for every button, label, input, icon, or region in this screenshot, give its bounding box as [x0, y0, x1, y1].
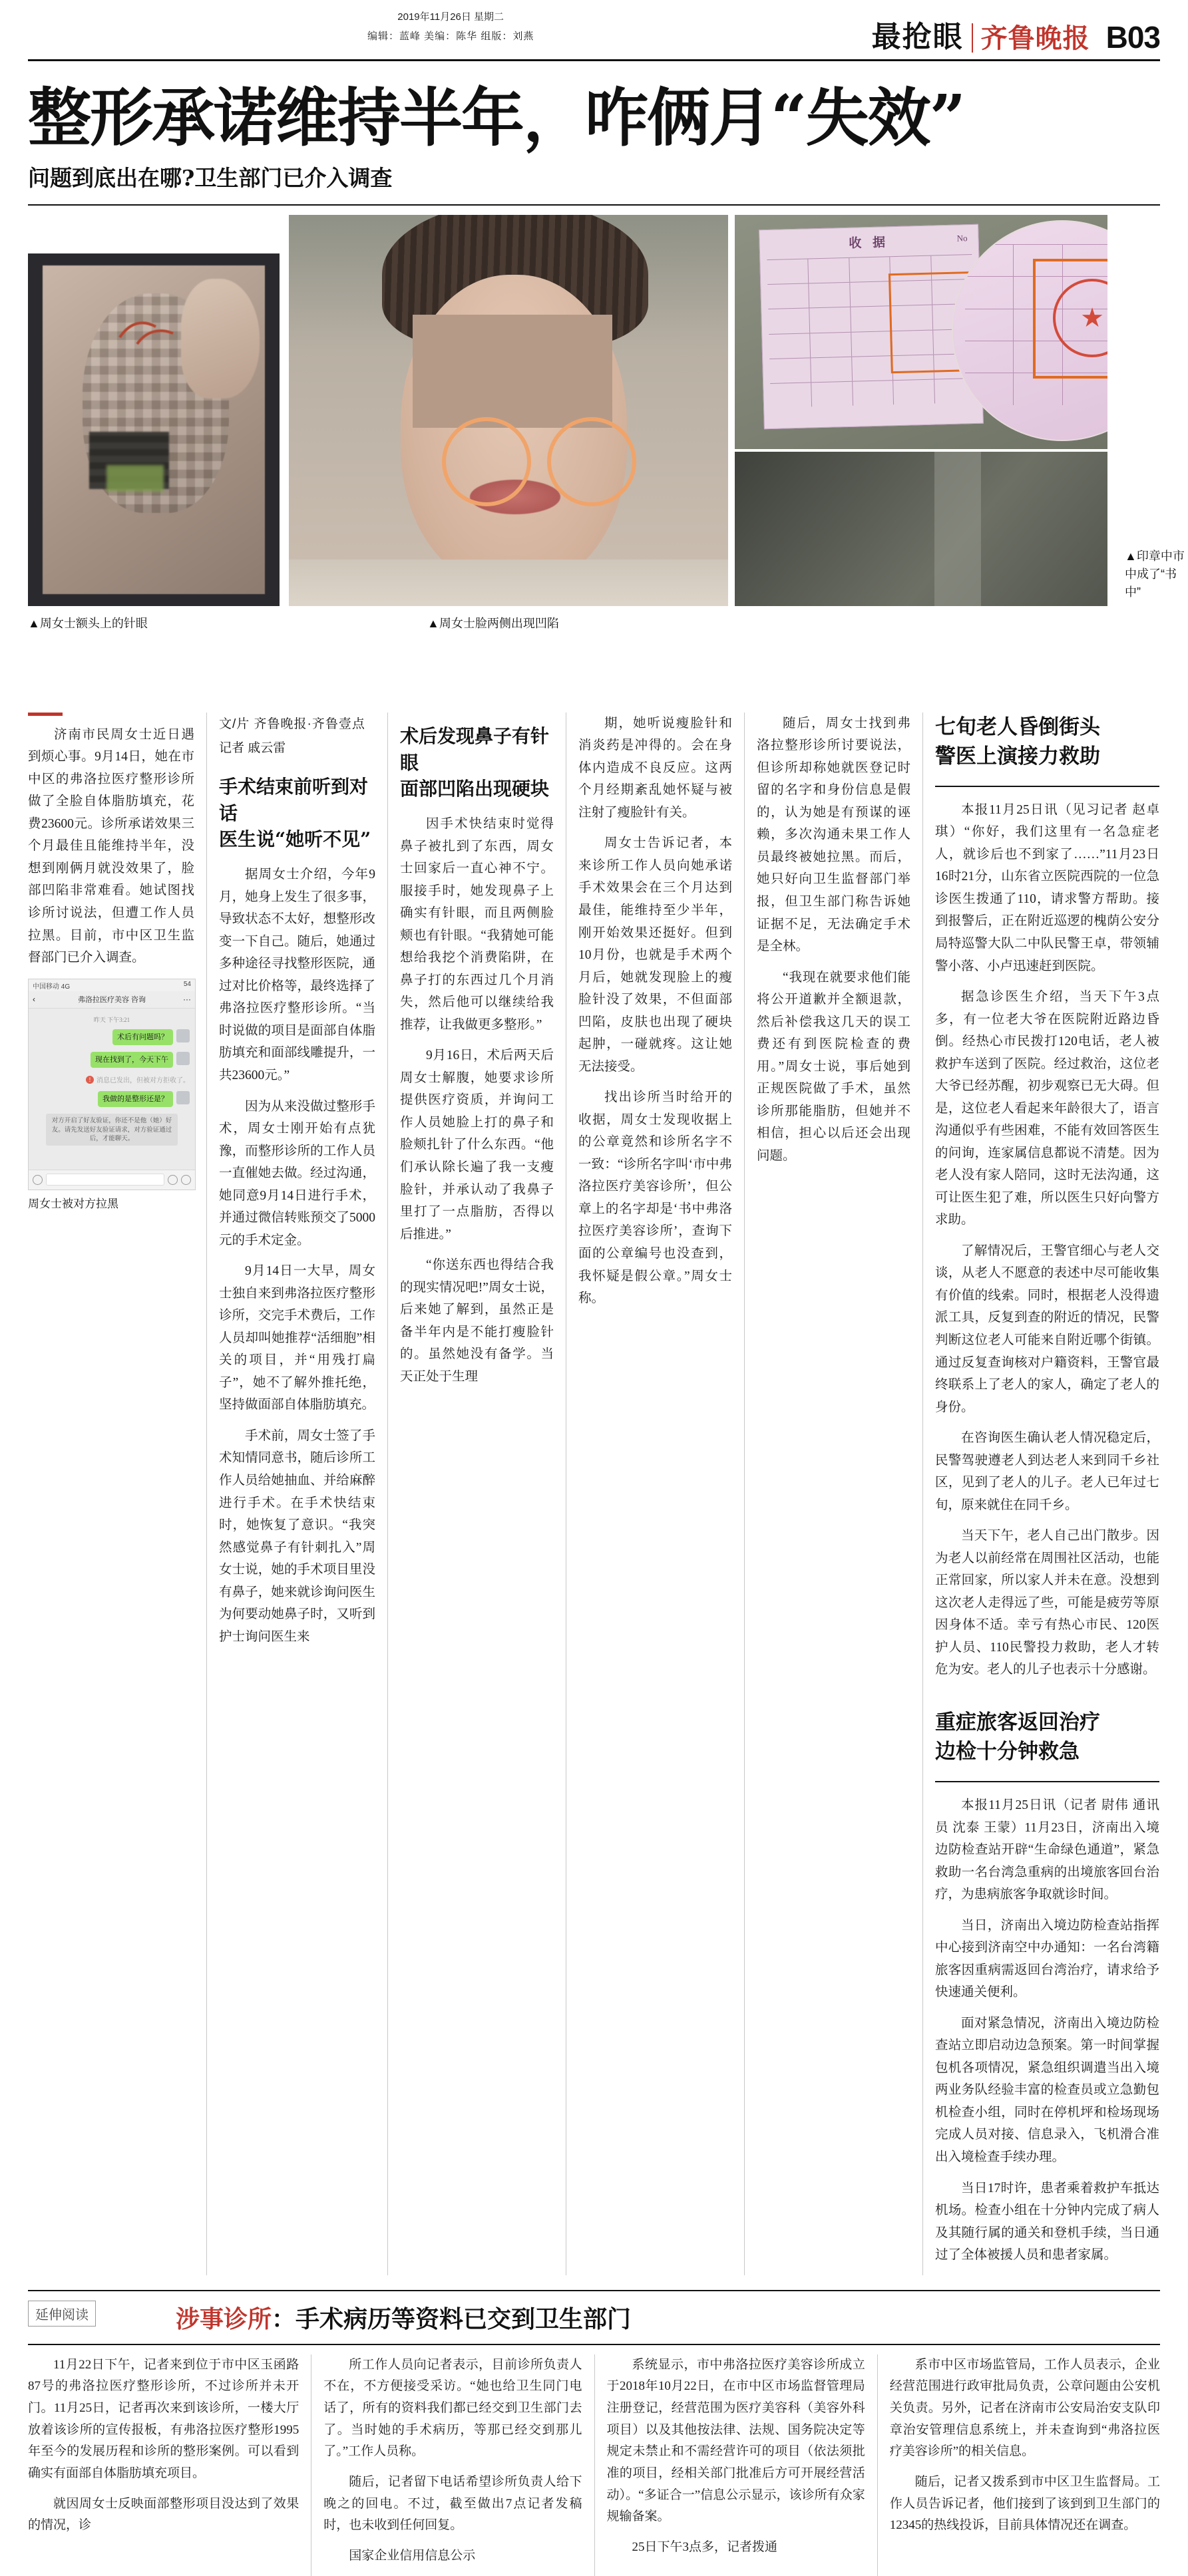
byline-reporter: 记者 戚云雷 [219, 740, 286, 755]
paragraph: 在咨询医生确认老人情况稳定后，民警驾驶遵老人到达老人来到同千乡社区，见到了老人的儿子。老人已年过七旬，原来就住在同千乡。 [935, 1431, 1159, 1512]
column-3 [387, 713, 566, 2275]
paragraph: 当日17时许，患者乘着救护车抵达机场。检查小组在十分钟内完成了病人及其随行属的通关和登机手续，当日通过了全体被援人员和患者家属。 [935, 2181, 1159, 2263]
page-number: B03 [1105, 20, 1160, 55]
page-subtitle: 问题到底出在哪?卫生部门已介入调查 [28, 164, 393, 191]
paragraph: 因为从来没做过整形手术，周女士刚开始有点犹豫，而整形诊所的工作人员一直催她去做。经过沟通，她同意9月14日进行手术，并通过微信转账预交了5000元的手术定金。 [219, 1099, 375, 1247]
chat-input-bar[interactable] [29, 1170, 195, 1190]
paragraph: 面对紧急情况，济南出入境边防检查站立即启动边急预案。第一时间掌握包机各项情况，紧急组织调遣当出入境两业务队经验丰富的检查员或立急勤包机检查小组，同时在停机坪和检场现场完成人员对接、信息录入，飞机滑合准出入境检查手续办理。 [935, 2016, 1159, 2164]
paragraph: 当天下午，老人自己出门散步。因为老人以前经常在周围社区活动，也能正常回家，所以家人并未在意。没想到这次老人走得远了些，可能是疲劳等原因身体不适。幸亏有热心市民、120医护人员、110民警投力救助，老人才转危为安。老人的儿子也表示十分感谢。 [935, 1529, 1159, 1677]
sidebar-rule [935, 786, 1159, 787]
avatar [176, 1052, 190, 1065]
chat-messages [29, 1009, 195, 1158]
photo-clinic-interior [735, 452, 1107, 606]
extended-rule [28, 2344, 1160, 2345]
paragraph: 当日，济南出入境边防检查站指挥中心接到济南空中办通知：一名台湾籍旅客因重病需返回台湾治疗，请求给予快速通关便利。 [935, 1918, 1159, 2000]
paragraph: 了解情况后，王警官细心与老人交谈，从老人不愿意的表述中尽可能收集有价值的线索。同时，根据老人没得遗派工具，反复到查的附近的情况，民警判断这位老人可能来自附近哪个街镇。通过反复查询核对户籍资料，王警官最终联系上了老人的家人，确定了老人的身份。 [935, 1243, 1159, 1414]
sidebar-story-2-title: 重症旅客返回治疗 边检十分钟救急 [935, 1710, 1100, 1764]
chat-message-text: 我做的是整形还是？ [98, 1091, 173, 1107]
photo-phone-forehead [28, 253, 280, 606]
photo-face-front [289, 215, 728, 606]
paragraph: 25日下午3点多，记者拨通 [632, 2540, 778, 2554]
extended-column-3 [594, 2354, 877, 2576]
byline [219, 713, 375, 760]
masthead-branding [872, 13, 1160, 59]
caption-phone: ▲周女士额头上的针眼 [28, 616, 148, 630]
paragraph: 国家企业信用信息公示 [349, 2549, 476, 2563]
carrier-label: 中国移动 4G [33, 983, 71, 991]
paragraph: 系统显示，市中弗洛拉医疗美容诊所成立于2018年10月22日，在市中区市场监督管理局注册登记，经营范围为医疗美容科（美容外科项目）以及其他按法律、法规、国务院决定等规定未禁止和不需经营许可的项目（依法须批准的项目，经相关部门批准后方可开展经营活动）。“多证合一”信息公示显示，该诊所有众家规输备案。 [606, 2357, 865, 2524]
extended-column-4 [877, 2354, 1160, 2576]
paragraph: 所工作人员向记者表示，目前诊所负责人不在，不方便接受采访。“她也给卫生同门电话了，所有的资料我们都已经交到卫生部门去了。当时她的手术病历，等那已经交到那儿了。”工作人员称。 [323, 2357, 582, 2459]
chat-error-text: 消息已发出，但被对方拒收了。 [97, 1077, 190, 1085]
photo-receipt [735, 215, 1107, 449]
chat-timestamp: 昨天 下午3:21 [93, 1016, 130, 1023]
paragraph: 本报11月25日讯（记者 尉伟 通讯员 沈泰 王蒙）11月23日，济南出入境边防检查站开辟“生命绿色通道”，紧急救助一名台湾急重病的出境旅客回台治疗，为患病旅客争取就诊时间。 [935, 1798, 1159, 1902]
column-5 [744, 713, 922, 2275]
caption-receipt: ▲印章中市中成了“书中” [1125, 549, 1185, 599]
extended-reading-section [28, 2290, 1160, 2576]
photo-band [28, 215, 1185, 701]
chat-input[interactable] [46, 1174, 164, 1186]
battery-label: 54 [183, 980, 191, 988]
column-sidebar-stories [922, 713, 1159, 2275]
receipt-title: 收 据 [849, 236, 890, 251]
paragraph: 手术前，周女士签了手术知情同意书，随后诊所工作人员给她抽血、并给麻醉进行手术。在手术快结束时，她恢复了意识。“我突然感觉鼻子有针刺扎入”周女士说，她的手术项目里没有鼻子，她来就诊询问医生为何要动她鼻子时，又听到护士询问医生来 [219, 1428, 375, 1644]
extended-column-2 [311, 2354, 594, 2576]
extended-title-colon: ： [272, 2305, 296, 2333]
voice-icon[interactable] [33, 1175, 43, 1185]
paragraph: 就因周女士反映面部整形项目没达到了效果的情况，诊 [28, 2496, 299, 2533]
editor-credits: 编辑：蓝峰 美编：陈华 组版：刘燕 [367, 30, 534, 42]
chat-title: 弗洛拉医疗美容 咨询 [77, 996, 146, 1005]
chat-system-notice: 对方开启了好友验证，你还不是他（她）好友。请先发送好友验证请求，对方验证通过后，才能聊天。 [46, 1114, 178, 1146]
masthead-divider [972, 23, 973, 53]
caption-chat: 周女士被对方拉黑 [28, 1197, 118, 1210]
paragraph: 随后，记者留下电话希望诊所负责人给下晚之的回电。不过，截至做出7点记者发稿时，也未收到任何回复。 [323, 2474, 582, 2533]
section-heading-2: 术后发现鼻子有针眼 面部凹陷出现硬块 [400, 724, 550, 800]
column-lead [28, 713, 206, 2275]
article-body [28, 713, 1160, 2275]
section-heading-1: 手术结束前听到对话 医生说“她听不见” [219, 775, 371, 851]
paragraph: 据急诊医生介绍，当天下午3点多，有一位老大爷在医院附近路边昏倒。经热心市民拨打120电话，老人被救护车送到了医院。经过救治，这位老大爷已经苏醒，初步观察已无大碍。但是，这位老人看起来年龄很大了，语言沟通似乎有些困难，不能有效回答医生的问询，连家属信息都说不清楚。因为老人没有家人陪同，这时无法沟通，这可让医生犯了难，所以医生只好向警方求助。 [935, 990, 1159, 1227]
caption-face: ▲周女士脸两侧出现凹陷 [427, 616, 559, 630]
headline-rule [28, 204, 1160, 206]
chat-header [29, 991, 195, 1009]
extended-title-rest: 手术病历等资料已交到卫生部门 [296, 2305, 632, 2333]
more-icon[interactable]: ··· [183, 995, 191, 1005]
extended-reading-title [176, 2301, 1160, 2334]
column-4 [566, 713, 744, 2275]
headline-block [28, 81, 1160, 192]
extended-title-prefix: 涉事诊所 [176, 2305, 272, 2333]
paragraph: 周女士告诉记者，本来诊所工作人员向她承诺手术效果会在三个月达到最佳，能维持至少半年，刚开始效果还挺好。但到10月份，也就是手术两个月后，她就发现脸上的瘦脸针没了效果，不但面部凹陷，皮肤也出现了硬块起肿，一碰就疼。这让她无法接受。 [578, 836, 732, 1074]
paragraph: 随后，记者又拨系到市中区卫生监督局。工作人员告诉记者，他们接到了该到到卫生部门的12345的热线投诉，目前具体情况还在调查。 [889, 2474, 1160, 2533]
paragraph: 随后，周女士找到弗洛拉整形诊所讨要说法，但诊所却称她就医登记时留的名字和身份信息是假的，认为她是有预谋的诬赖，多次沟通未果工作人员最终被她拉黑。而后，她只好向卫生监督部门举报，但卫生部门称告诉她证据不足，无法确定手术是全林。 [757, 716, 910, 954]
chat-message-text: 现在找到了，今天下午 [91, 1052, 173, 1068]
paragraph: 据周女士介绍，今年9月，她身上发生了很多事，导致状态不太好，想整形改变一下自己。随后，她通过多种途径寻找整形医院，通过对比价格等，最终选择了弗洛拉医疗整形诊所。“当时说做的项目是面部自体脂肪填充和面部线雕提升，一共23600元。” [219, 868, 375, 1082]
paragraph: 因手术快结束时觉得鼻子被扎到了东西，周女士回家后一直心神不宁。服接手时，她发现鼻子上确实有针眼，而且两侧脸颊也有针眼。“我猜她可能想给我挖个消费陷阱，在鼻子打的东西过几个月消失，然后他可以继续给我推荐，让我做更多整形。” [400, 817, 554, 1032]
masthead-meta [367, 8, 534, 46]
annotation-marks [117, 317, 181, 347]
paragraph: 9月14日一大早，周女士独自来到弗洛拉医疗整形诊所，交完手术费后，工作人员却叫她推荐“活细胞”相关的项目，并“用残打扁子”，她不了解外推托绝，坚持做面部自体脂肪填充。 [219, 1264, 375, 1412]
sidebar-story-1-title: 七旬老人昏倒街头 警医上演接力救助 [935, 715, 1100, 768]
masthead [28, 0, 1160, 61]
star-icon: ★ [1080, 302, 1104, 333]
chat-message-text: 术后有问题吗？ [112, 1029, 173, 1045]
avatar [176, 1029, 190, 1043]
page-title: 整形承诺维持半年，咋俩月“失效” [28, 81, 965, 155]
sidebar-rule [935, 1781, 1159, 1782]
byline-source: 文/片 齐鲁晚报·齐鲁壹点 [219, 717, 365, 731]
paragraph: 9月16日，术后两天后周女士解腹，她要求诊所提供医疗资质，并询问工作人员她脸上打的鼻子和脸颊扎针了什么东西。“他们承认除长遍了我一支瘦脸针，并承认动了我鼻子里打了一点脂肪，否得以后推进。” [400, 1048, 554, 1241]
lead-paragraph: 济南市民周女士近日遇到烦心事。9月14日，她在市中区的弗洛拉医疗整形诊所做了全脸自体脂肪填充，花费23600元。诊所承诺效果三个月最佳且能维持半年，没想到刚俩月就没效果了，脸部凹陷非常难看。她试图找诊所讨说法，但遭工作人员拉黑。目前，市中区卫生监督部门已介入调查。 [28, 727, 194, 965]
extended-columns [28, 2354, 1160, 2576]
lead-accent-bar [28, 713, 63, 716]
paragraph: 本报11月25日讯（见习记者 赵卓琪）“你好，我们这里有一名急症老人，就诊后也不到家了……”11月23日16时21分，山东省立医院西院的一位急诊医生拨通了110，请求警方帮助。接到报警后，正在附近巡逻的槐荫公安分局特巡警大队二中队民警王卓，带领辅警小落、小卢迅速赶到医院。 [935, 802, 1159, 973]
extended-reading-tag: 延伸阅读 [28, 2301, 96, 2327]
chat-bubble-outgoing [34, 1029, 190, 1045]
column-2 [206, 713, 387, 2275]
chat-screenshot [28, 979, 196, 1190]
paragraph: “你送东西也得结合我的现实情况吧!”周女士说，后来她了解到，虽然正是备半年内是不能打瘦脸针的。虽然她没有备学。当天正处于生理 [400, 1258, 554, 1384]
highlight-circle-left [442, 417, 531, 506]
emoji-icon[interactable] [168, 1175, 178, 1185]
paragraph: 期，她听说瘦脸针和消炎药是冲得的。会在身体内造成不良反应。这两个月经期紊乱她怀疑与被注射了瘦脸针有关。 [578, 716, 732, 820]
chat-bubble-outgoing [34, 1091, 190, 1107]
avatar [176, 1091, 190, 1104]
extended-column-1 [28, 2354, 311, 2576]
paragraph: 系市中区市场监管局，工作人员表示，企业经营范围进行政审批局负责，公章问题由公安机关负责。另外，记者在济南市公安局治安支队印章治安管理信息系统上，并未查询到“弗洛拉医疗美容诊所”的相关信息。 [889, 2357, 1160, 2459]
paragraph: “我现在就要求他们能将公开道歉并全额退款，然后补偿我这几天的误工费还有到医院检查的费用。”周女士说，事后她到正规医院做了手术，虽然诊所那能脂肪，但她并不相信，担心以后还会出现问题。 [757, 970, 910, 1163]
error-icon: ! [86, 1076, 94, 1084]
publication-date: 2019年11月26日 星期二 [397, 11, 504, 23]
paragraph: 11月22日下午，记者来到位于市中区玉函路87号的弗洛拉医疗整形诊所，不过诊所并未开门。11月25日，记者再次来到该诊所，一楼大厅放着该诊所的宣传报板，有弗洛拉医疗整形1995年至今的发展历程和诊所的整形案例。可以看到确实有面部自体脂肪填充项目。 [28, 2357, 299, 2480]
publication-logo: 齐鲁晚报 [980, 23, 1090, 54]
chat-bubble-outgoing [34, 1052, 190, 1068]
photo-stamp-zoom [952, 220, 1107, 441]
plus-icon[interactable] [181, 1175, 191, 1185]
back-icon[interactable]: ‹ [33, 995, 35, 1005]
phone-status-bar [29, 979, 195, 991]
section-title: 最抢眼 [871, 20, 964, 54]
highlight-circle-right [547, 417, 636, 506]
paragraph: 找出诊所当时给开的收据，周女士发现收据上的公章竟然和诊所名字不一致：“诊所名字叫‘市中弗洛拉医疗美容诊所’，但公章上的名字却是‘书中弗洛拉医疗美容诊所’，查询下面的公章编号也没查到，我怀疑是假公章。”周女士称。 [578, 1090, 732, 1306]
chat-error [34, 1074, 190, 1084]
